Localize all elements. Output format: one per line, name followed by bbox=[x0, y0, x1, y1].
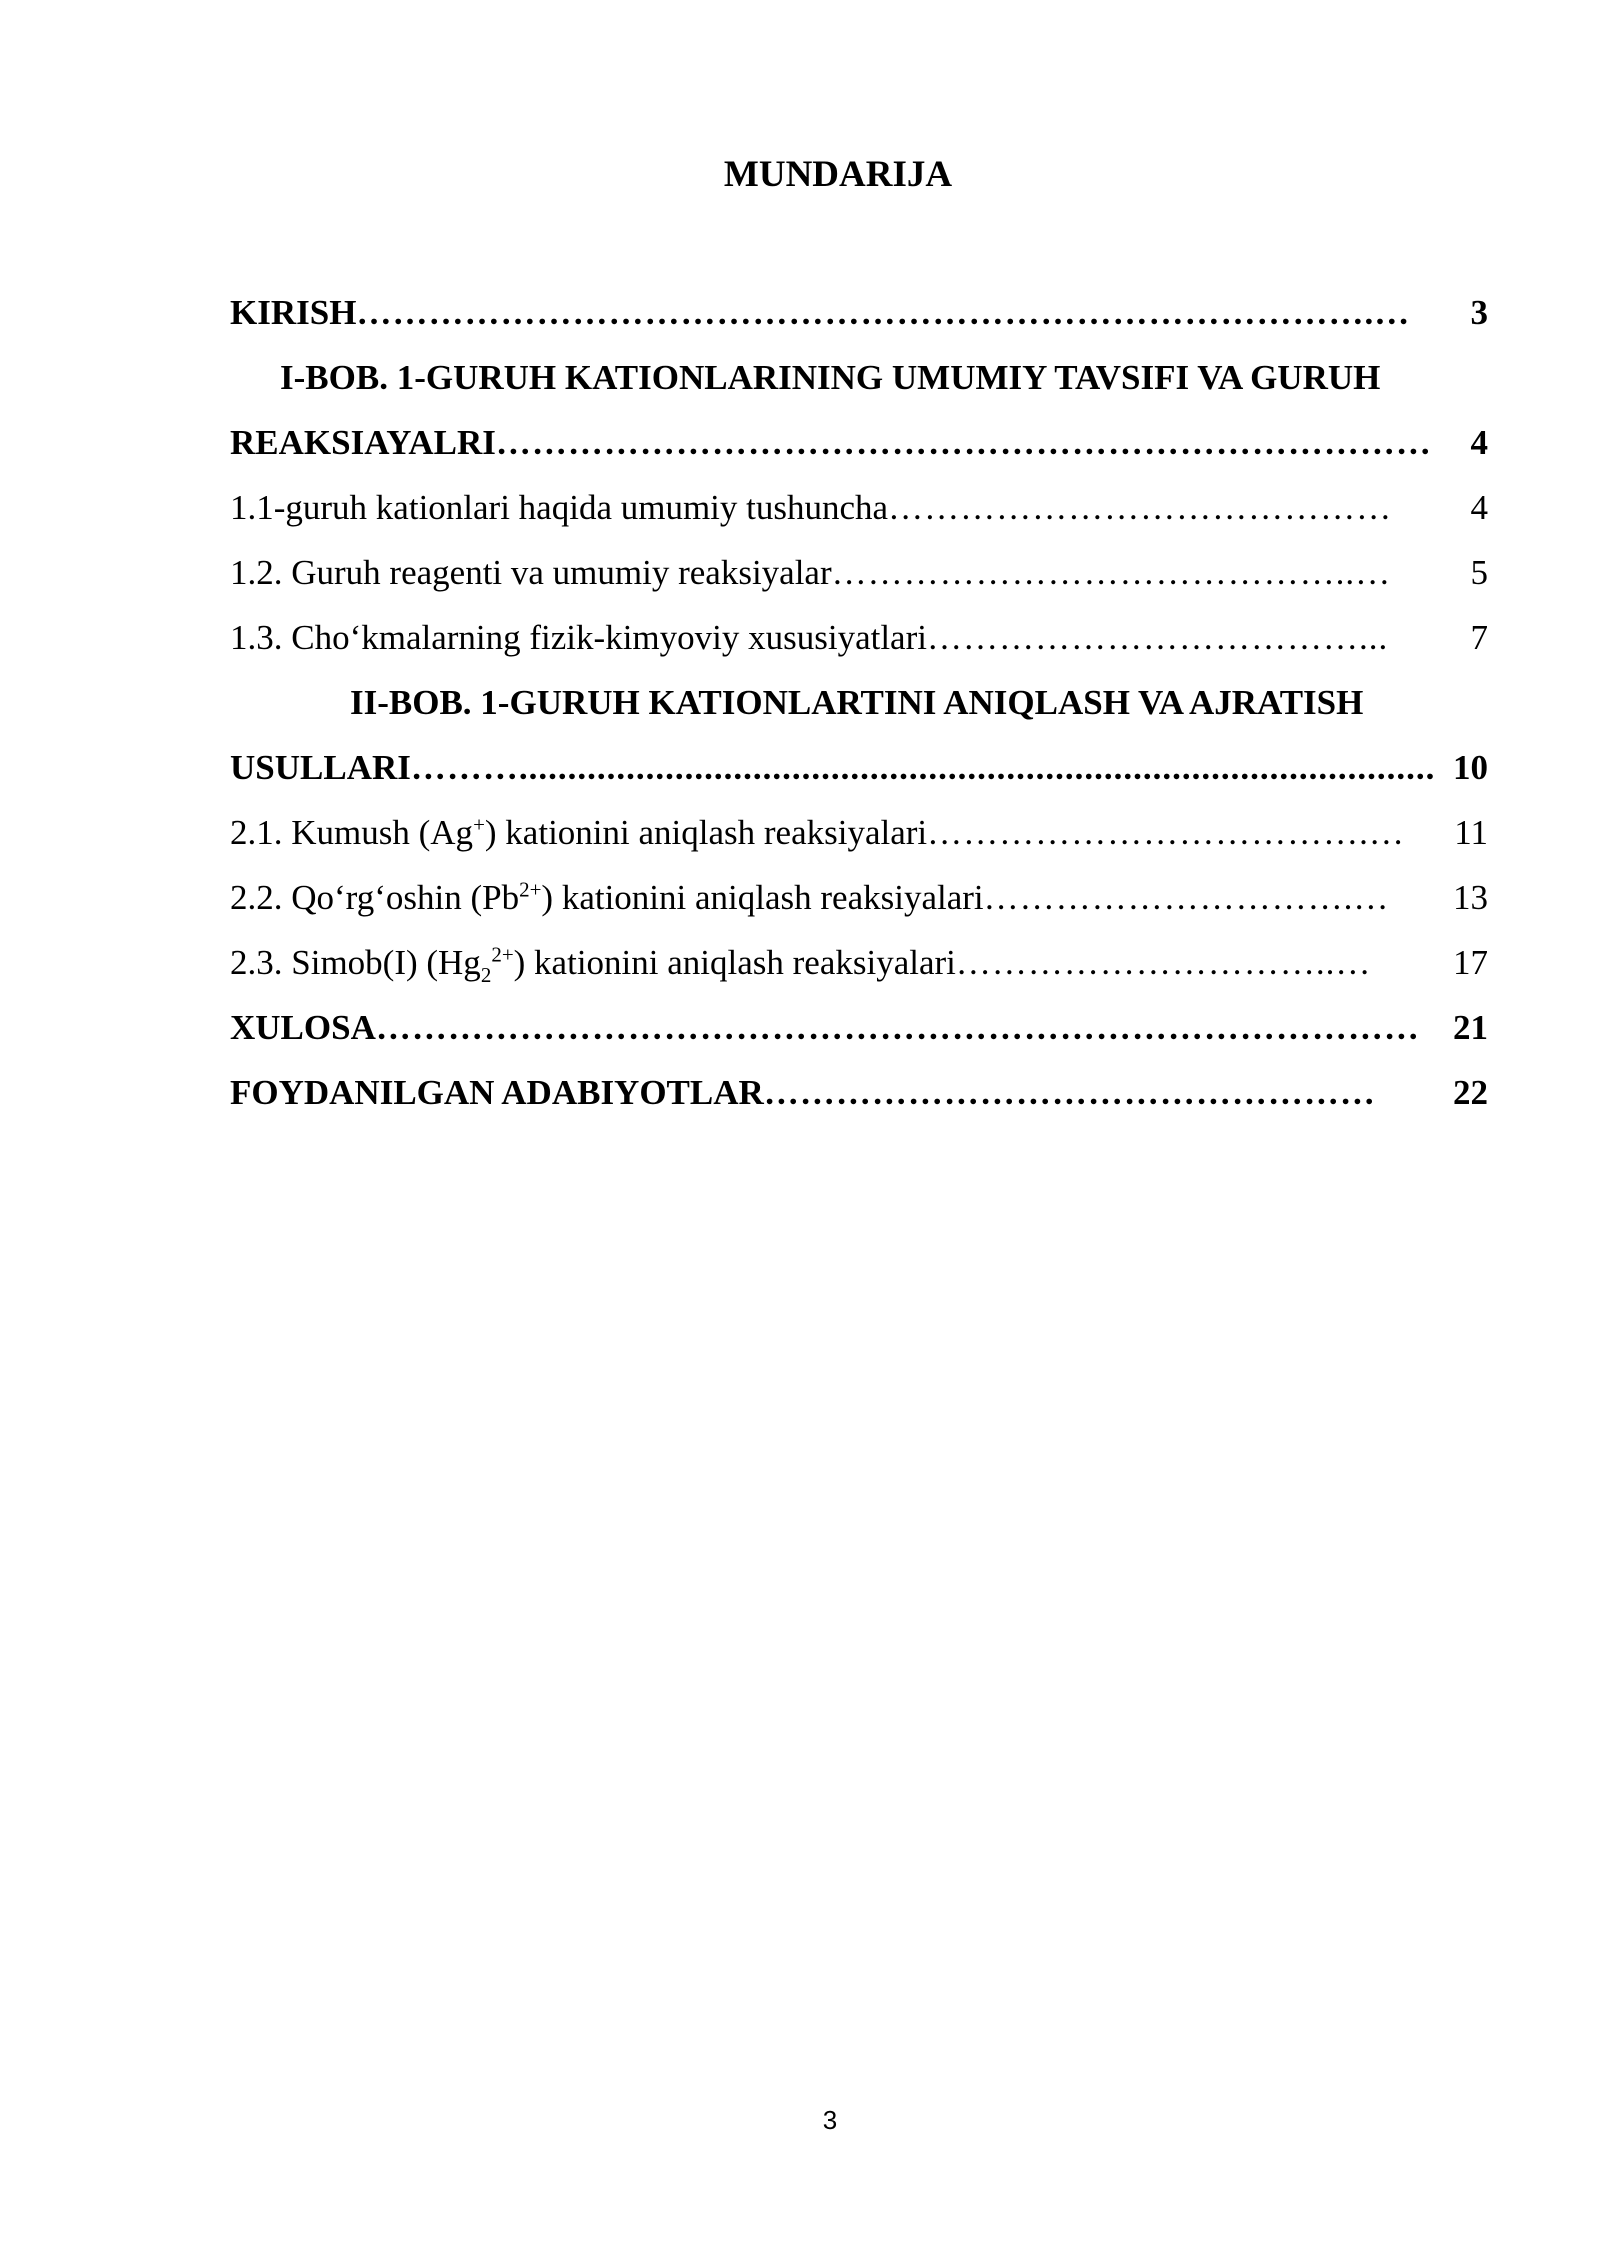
ion-charge: + bbox=[473, 812, 485, 837]
toc-leader-dots: …………………………………………… bbox=[763, 1073, 1376, 1112]
toc-entry-1-1[interactable] bbox=[230, 475, 1488, 540]
toc-entry-1-2[interactable] bbox=[230, 540, 1488, 605]
toc-leader-dots: ………………………………... bbox=[926, 618, 1389, 657]
toc-label: 1.3. Cho‘kmalarning fizik-kimyoviy xususiyatlari bbox=[230, 618, 927, 657]
toc-label: 1.1-guruh kationlari haqida umumiy tushuncha bbox=[230, 488, 889, 527]
toc-leader-dots: ……………………………………..… bbox=[831, 553, 1392, 592]
page-number: 3 bbox=[822, 2105, 838, 2135]
toc-entry-bob1[interactable] bbox=[230, 410, 1488, 475]
toc-leader-dots: ………………………………………………………………………….… bbox=[356, 293, 1411, 332]
toc-leader-dots: ………………………….… bbox=[983, 878, 1390, 917]
toc-label-suffix: ) kationini aniqlash reaksiyalari bbox=[513, 943, 956, 982]
toc-entry-xulosa[interactable] bbox=[230, 995, 1488, 1060]
toc-entry-kirish[interactable] bbox=[230, 280, 1488, 345]
toc-page-number: 4 bbox=[1470, 488, 1488, 527]
toc-label bbox=[230, 930, 956, 995]
toc-leader-dots: ……….............................................................................................. bbox=[410, 748, 1436, 787]
toc-label-prefix: 2.1. Kumush (Ag bbox=[230, 813, 474, 852]
toc-page-number: 3 bbox=[1470, 293, 1488, 332]
toc-label: USULLARI bbox=[230, 748, 411, 787]
toc-page-number: 13 bbox=[1453, 878, 1488, 917]
toc-label-prefix: 2.3. Simob(I) (Hg bbox=[230, 943, 481, 982]
ion-charge: 2+ bbox=[491, 942, 514, 967]
toc-entry-2-2[interactable] bbox=[230, 865, 1488, 930]
table-of-contents bbox=[230, 280, 1488, 1125]
toc-label: KIRISH bbox=[230, 293, 357, 332]
toc-entry-2-1[interactable] bbox=[230, 800, 1488, 865]
page-title: MUNDARIJA bbox=[723, 154, 953, 195]
toc-page-number: 22 bbox=[1453, 1073, 1488, 1112]
toc-heading-text: I-BOB. 1-GURUH KATIONLARINING UMUMIY TAVSIFI VA GURUH bbox=[280, 358, 1381, 397]
ion-charge: 2+ bbox=[519, 877, 542, 902]
toc-page-number: 21 bbox=[1453, 1008, 1488, 1047]
toc-page-number: 17 bbox=[1453, 943, 1488, 982]
toc-label bbox=[230, 800, 927, 865]
toc-label-prefix: 2.2. Qo‘rg‘oshin (Pb bbox=[230, 878, 520, 917]
toc-label bbox=[230, 865, 984, 930]
toc-entry-bob2[interactable] bbox=[230, 735, 1488, 800]
toc-entry-1-3[interactable] bbox=[230, 605, 1488, 670]
toc-leader-dots: …………………………………… bbox=[888, 488, 1393, 527]
toc-heading-text: II-BOB. 1-GURUH KATIONLARTINI ANIQLASH VA AJRATISH bbox=[350, 683, 1364, 722]
toc-entry-2-3[interactable] bbox=[230, 930, 1488, 995]
toc-label: 1.2. Guruh reagenti va umumiy reaksiyalar bbox=[230, 553, 832, 592]
toc-label-suffix: ) kationini aniqlash reaksiyalari bbox=[484, 813, 928, 852]
toc-leader-dots: …………………………………………………………………… bbox=[495, 423, 1432, 462]
toc-label-suffix: ) kationini aniqlash reaksiyalari bbox=[541, 878, 984, 917]
toc-label: XULOSA bbox=[230, 1008, 376, 1047]
toc-page-number: 5 bbox=[1470, 553, 1488, 592]
toc-label: FOYDANILGAN ADABIYOTLAR bbox=[230, 1073, 764, 1112]
toc-page-number: 4 bbox=[1470, 423, 1488, 462]
toc-entry-adabiyotlar[interactable] bbox=[230, 1060, 1488, 1125]
toc-page-number: 10 bbox=[1453, 748, 1488, 787]
toc-page-number: 7 bbox=[1470, 618, 1488, 657]
toc-leader-dots: ……………………………….… bbox=[927, 813, 1405, 852]
toc-entry-bob1-heading[interactable] bbox=[230, 345, 1488, 410]
toc-leader-dots: …………………………………………………………………………… bbox=[375, 1008, 1420, 1047]
ion-subscript: 2 bbox=[480, 963, 492, 987]
toc-page-number: 11 bbox=[1454, 813, 1488, 852]
toc-entry-bob2-heading[interactable] bbox=[230, 670, 1488, 735]
toc-label: REAKSIAYALRI bbox=[230, 423, 496, 462]
toc-leader-dots: …………………………..… bbox=[955, 943, 1372, 982]
